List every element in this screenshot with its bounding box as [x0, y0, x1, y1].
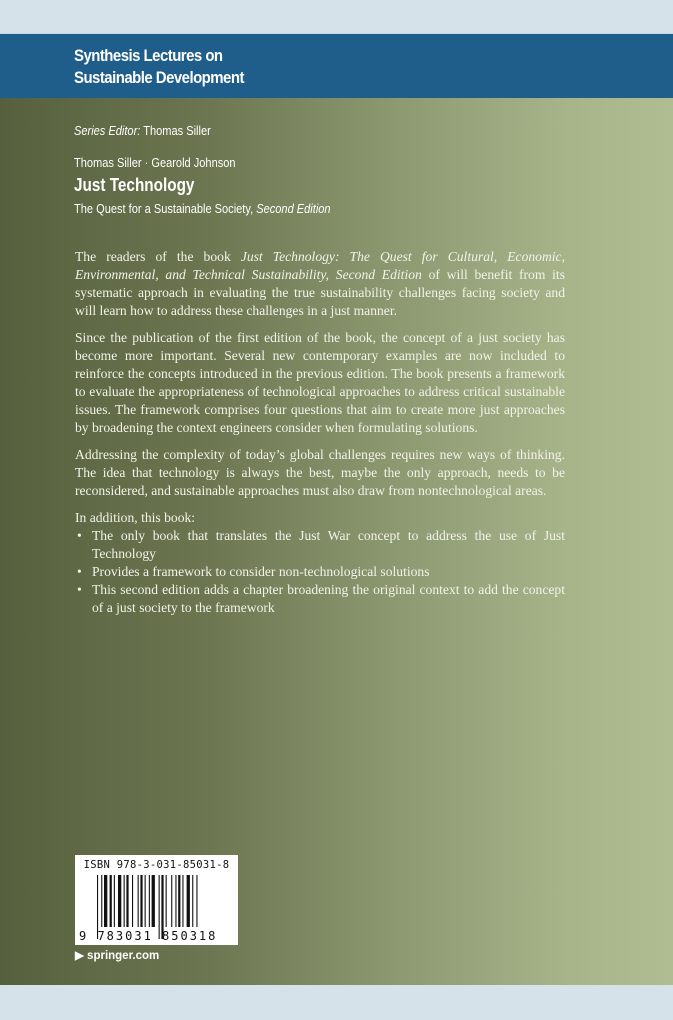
barcode-bar: [187, 875, 190, 927]
barcode-bar: [114, 875, 115, 927]
series-line-2: Sustainable Development: [74, 68, 244, 87]
barcode-bar: [182, 875, 183, 927]
paragraph-3: Addressing the complexity of today’s global challenges requires new ways of thinking. The idea that technology is always the best, maybe the only approach, needs to be reconsidered, and sustainable approaches must also draw from nontechnological areas.: [75, 447, 565, 498]
barcode-bar: [110, 875, 112, 927]
barcode-bar: [152, 875, 155, 927]
series-line-1: Synthesis Lectures on: [74, 46, 223, 65]
book-title: Just Technology: [74, 175, 195, 195]
series-title: [74, 45, 244, 89]
barcode-bar: [140, 875, 142, 927]
barcode-bar: [145, 875, 146, 927]
barcode-bar: [126, 875, 128, 927]
barcode-bar: [192, 875, 193, 927]
series-editor: [74, 123, 211, 138]
subtitle-main: The Quest for a Sustainable Society,: [74, 201, 254, 216]
bullet-item: • Provides a framework to consider non-technological solutions: [75, 563, 565, 581]
subtitle-edition: Second Edition: [256, 201, 331, 216]
p1-italic: Just Technology: The Quest for Cultural, Economic, Environmental, and Technical Sustainability, Second Edition: [75, 249, 565, 282]
springer-link[interactable]: ▶ springer.com: [75, 950, 160, 962]
p1-post: of will benefit from its systematic approach in evaluating the true sustainability challenges facing society and will learn how to address these challenges in a just manner.: [75, 267, 565, 318]
book-subtitle: [74, 201, 331, 216]
authors: Thomas Siller · Gearold Johnson: [74, 155, 236, 170]
isbn-label: ISBN 978-3-031-85031-8: [83, 859, 230, 871]
barcode-bar: [166, 875, 167, 927]
bullet-item: • This second edition adds a chapter broadening the original context to add the concept of a just society to the framework: [75, 581, 565, 617]
barcode-bar: [149, 875, 150, 927]
barcode-bar: [118, 875, 121, 927]
barcode-bar: [138, 875, 139, 927]
barcode-bar: [132, 875, 133, 927]
series-band: [0, 33, 673, 98]
bullet-item: • The only book that translates the Just War concept to address the use of Just Technology: [75, 527, 565, 563]
paragraph-2: Since the publication of the first edition of the book, the concept of a just society has become more important. Several new contemporary examples are now included to reinforce the concepts introduced in the previous edition. The book presents a framework to evaluate the appropriateness of technological approaches to address critical sustainable issues. The framework comprises four questions that aim to create more just approaches by broadening the context engineers consider when formulating solutions.: [75, 330, 565, 435]
editor-name: Thomas Siller: [143, 123, 211, 138]
bullet-intro: In addition, this book:: [75, 510, 196, 525]
barcode-bar: [101, 875, 102, 927]
barcode-bar: [175, 875, 176, 927]
bottom-margin: [0, 985, 673, 1020]
editor-label: Series Editor:: [74, 123, 141, 138]
bullet-list: [75, 527, 565, 617]
paragraph-1: [75, 248, 565, 320]
barcode-bar: [124, 875, 125, 927]
barcode-bar: [104, 875, 107, 927]
barcode-bar: [171, 875, 172, 927]
back-cover: [0, 98, 673, 985]
isbn-barcode: [75, 855, 238, 945]
springer-link-text[interactable]: springer.com: [87, 950, 160, 962]
top-margin: [0, 0, 673, 33]
barcode-bar: [178, 875, 180, 927]
barcode-bar: [196, 875, 197, 927]
description: [75, 248, 565, 617]
ean-number: 9 783031 850318: [79, 929, 218, 943]
p1-pre: The readers of the book: [75, 249, 241, 264]
